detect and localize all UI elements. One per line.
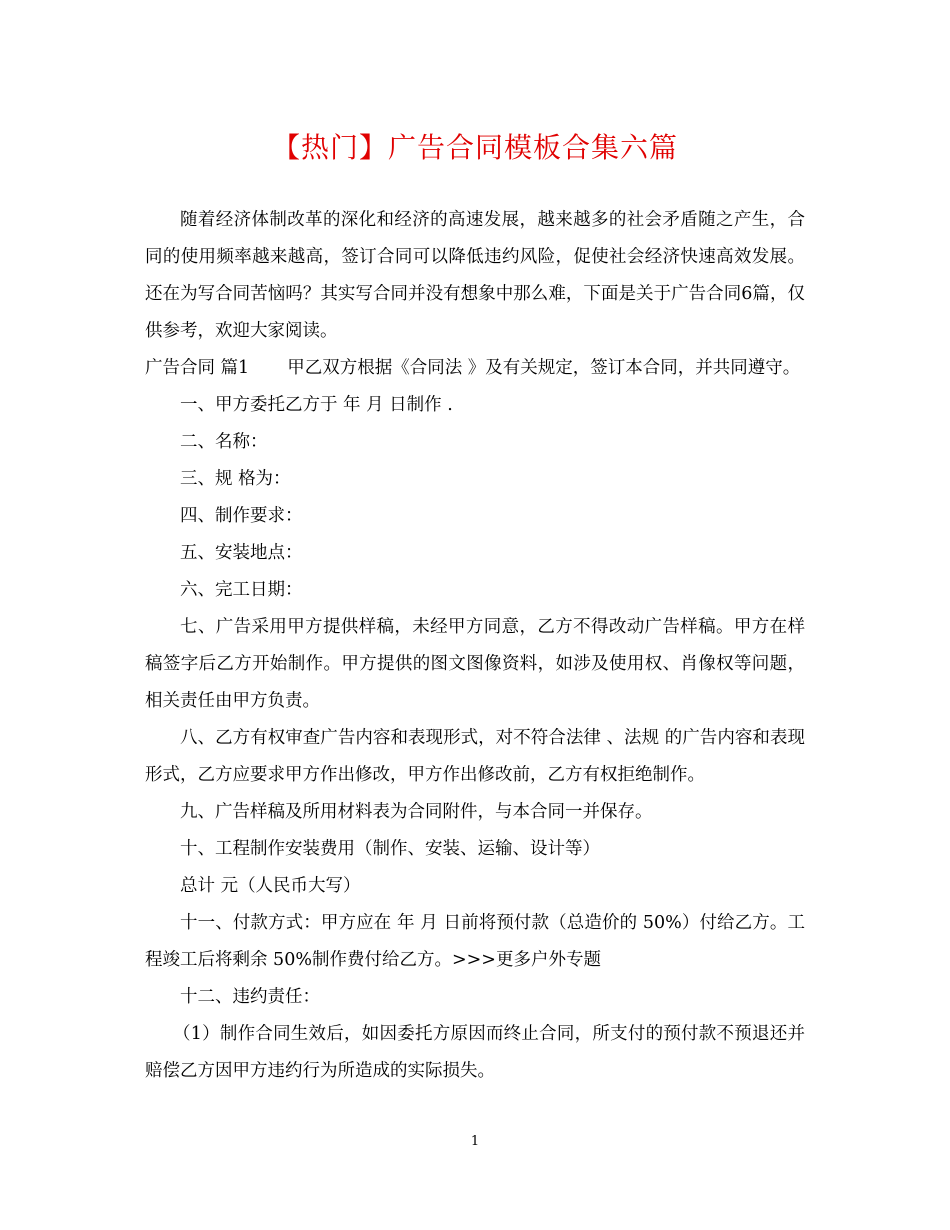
section-1-paragraph (145, 350, 805, 387)
section-heading: 广告合同 篇1 (145, 358, 250, 378)
clause-9: 九、广告样稿及所用材料表为合同附件，与本合同一并保存。 (180, 802, 653, 822)
clause-2: 二、名称： (180, 432, 268, 452)
clause-12-1: （1）制作合同生效后，如因委托方原因而终止合同，所支付的预付款不预退还并赔偿乙方因甲方违约行为所造成的实际损失。 (145, 1024, 805, 1081)
page-number: 1 (470, 1134, 480, 1149)
clause-5: 五、安装地点： (180, 543, 303, 563)
clause-10: 十、工程制作安装费用（制作、安装、运输、设计等） (180, 839, 600, 859)
intro-paragraph: 随着经济体制改革的深化和经济的高速发展，越来越多的社会矛盾随之产生，合同的使用频率越来越高，签订合同可以降低违约风险，促使社会经济快速高效发展。还在为写合同苦恼吗？其实写合同并没有想象中那么难，下面是关于广告合同6篇，仅供参考，欢迎大家阅读。 (145, 210, 805, 341)
clause-4: 四、制作要求： (180, 506, 303, 526)
clause-8: 八、乙方有权审查广告内容和表现形式，对不符合法律 、法规 的广告内容和表现形式，乙方应要求甲方作出修改，甲方作出修改前，乙方有权拒绝制作。 (145, 728, 805, 785)
clause-6: 六、完工日期： (180, 580, 303, 600)
document-body (145, 202, 805, 1090)
clause-3: 三、规 格为： (180, 469, 291, 489)
clause-7: 七、广告采用甲方提供样稿，未经甲方同意，乙方不得改动广告样稿。甲方在样稿签字后乙方开始制作。甲方提供的图文图像资料，如涉及使用权、肖像权等问题，相关责任由甲方负责。 (145, 617, 805, 711)
document-title: 【热门】广告合同模板合集六篇 (271, 131, 678, 164)
clause-11: 十一、付款方式：甲方应在 年 月 日前将预付款（总造价的 50%）付给乙方。工程竣工后将剩余 50%制作费付给乙方。>>>更多户外专题 (145, 913, 805, 970)
clause-12: 十二、违约责任： (180, 987, 320, 1007)
clause-1: 一、甲方委托乙方于 年 月 日制作 . (180, 395, 453, 415)
clause-10-total: 总计 元（人民币大写） (180, 876, 361, 896)
section-lead: 甲乙双方根据《合同法 》及有关规定，签订本合同，并共同遵守。 (287, 358, 801, 378)
